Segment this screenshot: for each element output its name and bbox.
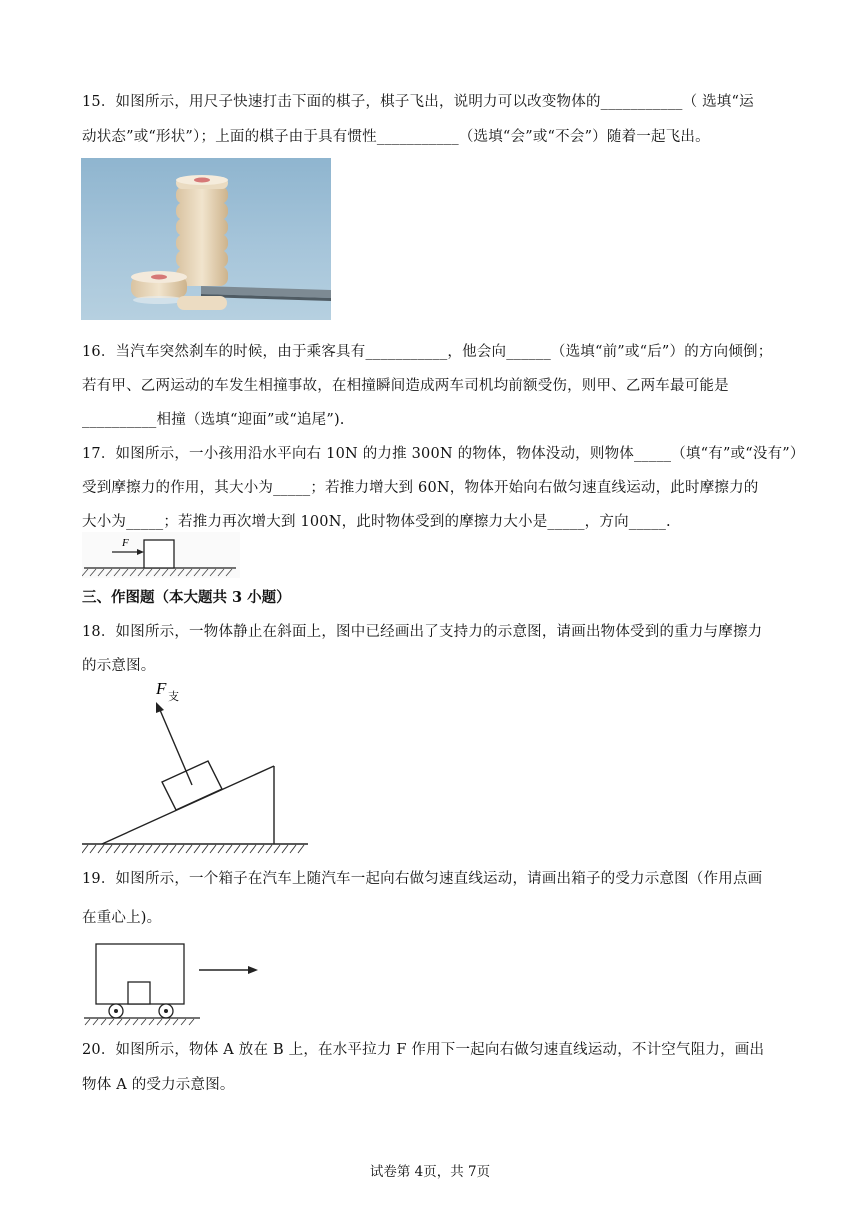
q19-figure xyxy=(82,940,272,1026)
chess-pieces-photo xyxy=(81,158,331,320)
q15-line-2: 动状态”或“形状”）；上面的棋子由于具有惯性___________（选填“会”或“不会”）随着一起飞出。 xyxy=(82,129,710,145)
q17-line-1: 17．如图所示，一小孩用沿水平向右 10N 的力推 300N 的物体，物体没动，则物体_____（填“有”或“没有”） xyxy=(82,446,805,462)
q18-force-subscript: 支 xyxy=(168,690,179,703)
q15-line-1: 15．如图所示，用尺子快速打击下面的棋子，棋子飞出，说明力可以改变物体的___________（ 选填“运 xyxy=(82,94,754,110)
q16-line-3: __________相撞（选填“迎面”或“追尾”). xyxy=(82,412,345,428)
q18-figure xyxy=(82,680,312,858)
q20-line-1: 20．如图所示，物体 A 放在 B 上，在水平拉力 F 作用下一起向右做匀速直线运动，不计空气阻力，画出 xyxy=(82,1042,765,1058)
page-footer: 试卷第 4页，共 7页 xyxy=(369,1164,491,1180)
q17-force-label: F xyxy=(122,537,129,549)
section-3-heading: 三、作图题（本大题共 3 小题） xyxy=(82,589,291,606)
q18-force-label: F xyxy=(156,680,167,698)
q16-line-1: 16．当汽车突然刹车的时候，由于乘客具有___________，他会向______（选填“前”或“后”）的方向倾倒； xyxy=(82,344,773,360)
q19-line-2: 在重心上)。 xyxy=(82,910,162,926)
q18-line-2: 的示意图。 xyxy=(82,658,156,674)
q17-figure xyxy=(82,532,240,578)
q17-line-3: 大小为_____；若推力再次增大到 100N，此时物体受到的摩擦力大小是_____，方向_____. xyxy=(82,514,671,530)
q19-line-1: 19．如图所示，一个箱子在汽车上随汽车一起向右做匀速直线运动，请画出箱子的受力示意图（作用点画 xyxy=(82,871,763,887)
q17-line-2: 受到摩擦力的作用，其大小为_____；若推力增大到 60N，物体开始向右做匀速直线运动，此时摩擦力的 xyxy=(82,480,759,496)
q16-line-2: 若有甲、乙两运动的车发生相撞事故，在相撞瞬间造成两车司机均前额受伤，则甲、乙两车最可能是 xyxy=(82,378,729,394)
q20-line-2: 物体 A 的受力示意图。 xyxy=(82,1077,235,1093)
q18-line-1: 18．如图所示，一物体静止在斜面上，图中已经画出了支持力的示意图，请画出物体受到的重力与摩擦力 xyxy=(82,624,763,640)
